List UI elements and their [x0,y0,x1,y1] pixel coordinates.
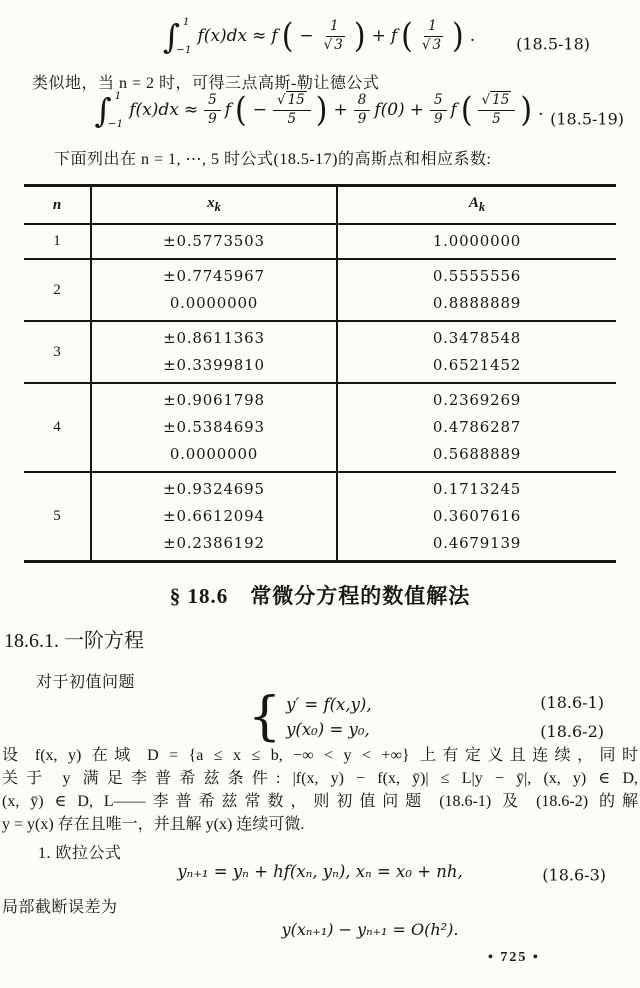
xk-value: ±0.8611363 [163,329,265,347]
ak-value: 0.4679139 [432,534,522,552]
equation-number: (18.6-2) [540,722,604,741]
radicand: 3 [432,36,442,53]
fraction-denominator [320,37,349,55]
integral-symbol: ∫ [162,16,181,56]
fraction-numerator [273,92,311,111]
cell-ak [337,259,616,321]
header-ak-sub: k [478,200,486,214]
ak-value: 0.1713245 [432,480,522,498]
cell-n [24,321,91,383]
table-row [24,472,616,562]
cell-n [24,224,91,259]
table-header-row [24,186,616,225]
integral-symbol: ∫ [94,90,112,130]
system-lines [286,695,371,739]
fraction-numerator: 1 [424,18,441,37]
page-number: • 725 • [488,950,540,965]
sqrt-symbol: √ [481,91,491,108]
integrand: f(x)dx [129,100,179,120]
math-expression [177,862,463,881]
equation-number: (18.5-18) [516,34,590,54]
ak-value: 0.3478548 [432,329,522,347]
xk-value: ±0.7745967 [163,267,265,285]
header-xk-sub: k [214,200,221,214]
equation-number: (18.6-3) [542,865,606,885]
cell-xk [91,224,337,259]
fraction [478,92,516,128]
equation-truncation-error: y(xₙ₊₁) − yₙ₊₁ = O(h²). [281,920,459,939]
integral-limits [107,90,124,130]
fraction-numerator: 1 [326,18,343,37]
left-brace: { [248,687,282,747]
math-expression [95,90,546,130]
equation-gauss-two-point [0,16,640,72]
xk-value: ±0.3399810 [163,356,265,374]
fraction [418,18,447,54]
n-value: 3 [53,343,61,360]
ak-value: 0.6521452 [432,356,522,374]
fraction-numerator: 5 [204,92,221,111]
xk-value: ±0.2386192 [163,534,265,552]
math-expression [163,16,477,56]
header-n [24,186,91,225]
close-paren: ) [353,16,366,56]
subsection-heading: 18.6.1. 一阶方程 [4,630,144,652]
minus-sign: − [299,26,314,46]
xk-value: ±0.5384693 [163,418,265,436]
table-row [24,224,616,259]
xk-value: 0.0000000 [169,294,259,312]
radicand: 15 [287,91,305,108]
system-equation-numbers [540,693,604,741]
period: . [538,100,544,120]
header-xk-label [207,195,221,214]
fraction-denominator: 9 [208,110,217,127]
n-value: 4 [53,419,61,435]
equation-number: (18.5-19) [550,109,624,129]
fraction-numerator [478,92,516,111]
fraction [320,18,349,54]
integral-lower-limit: −1 [176,44,192,56]
cell-xk [91,383,337,472]
close-paren: ) [315,90,328,130]
equation-gauss-three-point [0,90,640,148]
sqrt-symbol: √ [421,36,431,53]
cell-n [24,259,91,321]
fraction [273,92,311,128]
equation-euler [0,862,640,888]
header-xk-base: x [207,195,215,211]
integral-sign [163,16,192,56]
open-paren: ( [401,16,413,56]
integral-lower-limit: −1 [107,118,124,130]
sqrt-symbol: √ [323,36,333,53]
plus-sign: + [409,100,424,120]
header-xk [91,186,337,225]
integrand: f(x)dx [197,26,248,46]
fraction-numerator: 5 [430,92,447,111]
euler-formula-body: yₙ₊₁ = yₙ + hf(xₙ, yₙ), xₙ = x₀ + nh, [177,862,463,881]
integral-limits [176,16,192,56]
paragraph-similarly: 类似地，当 n = 2 时，可得三点高斯-勒让德公式 [32,75,380,92]
integral-upper-limit: 1 [182,16,190,28]
minus-sign: − [252,100,267,120]
ak-value: 0.5555556 [432,267,522,285]
cell-ak [337,472,616,562]
section-heading: § 18.6 常微分方程的数值解法 [169,584,471,608]
cell-xk [91,472,337,562]
xk-value: ±0.5773503 [163,232,265,250]
function-f-zero: f(0) [374,100,405,120]
coefficient-fraction [354,92,371,128]
function-f: f [390,26,398,46]
system-line-1: y′ = f(x,y), [286,695,372,714]
header-ak-base: A [468,195,479,211]
cell-n [24,383,91,472]
open-paren: ( [460,90,473,130]
close-paren: ) [452,16,464,56]
table-row [24,383,616,472]
radicand: 15 [492,91,510,108]
xk-value: ±0.9324695 [163,480,265,498]
fraction-denominator: 9 [433,110,443,127]
n-value: 1 [53,233,61,249]
xk-value: ±0.6612094 [163,507,265,525]
ak-value: 0.5688889 [432,445,522,463]
list-item-euler: 1. 欧拉公式 [38,845,122,862]
function-f: f [271,26,278,46]
ak-value: 0.4786287 [432,418,522,436]
paragraph-line: (x, ȳ) ∈ D, L——李普希兹常数，则初值问题 (18.6-1) 及 (18.6-2) 的解 [2,793,638,810]
system-body [248,687,372,747]
fraction-denominator: 5 [492,110,501,127]
integral-sign [95,90,124,130]
gauss-points-table [24,184,616,563]
function-f: f [224,100,231,120]
close-paren: ) [520,90,533,130]
plus-sign: + [371,26,386,46]
radicand: 3 [334,36,343,53]
ak-value: 1.0000000 [432,232,522,250]
header-ak-label [468,195,486,214]
paragraph-lipschitz [2,744,638,836]
function-f: f [450,100,457,120]
cell-ak [337,321,616,383]
cell-xk [91,321,337,383]
paragraph-table-intro: 下面列出在 n = 1, ⋯, 5 时公式(18.5-17)的高斯点和相应系数: [54,151,492,168]
header-ak [337,186,616,225]
coefficient-fraction [430,92,447,128]
n-value: 2 [53,281,61,298]
ak-value: 0.2369269 [432,391,522,409]
n-value: 5 [53,508,61,524]
ak-value: 0.8888889 [432,294,522,312]
paragraph-truncation-error: 局部截断误差为 [2,899,118,916]
cell-ak [337,383,616,472]
fraction-denominator: 5 [287,110,297,127]
plus-sign: + [333,100,348,120]
approx-symbol: ≈ [183,100,199,120]
fraction-denominator: 9 [357,110,367,127]
sqrt-symbol: √ [276,91,286,108]
paragraph-line: y = y(x) 存在且唯一，并且解 y(x) 连续可微. [2,816,305,833]
ak-value: 0.3607616 [432,507,522,525]
table-row [24,259,616,321]
open-paren: ( [234,90,247,130]
integral-upper-limit: 1 [114,90,122,102]
xk-value: 0.0000000 [169,445,259,463]
header-n-label: n [52,196,62,213]
open-paren: ( [281,16,294,56]
xk-value: ±0.9061798 [163,391,265,409]
paragraph-line: 关于 y 满足李普希兹条件: |f(x, y) − f(x, ȳ)| ≤ L|y − ȳ|, (x, y) ∈ D, [2,770,638,787]
system-line-2: y(x₀) = y₀, [286,720,370,739]
paragraph-ivp-intro: 对于初值问题 [36,674,136,691]
equation-number: (18.6-1) [540,693,604,712]
paragraph-line: 设 f(x, y) 在域 D = {a ≤ x ≤ b, −∞ < y < +∞} 上有定义且连续，同时 [2,747,638,764]
table-row [24,321,616,383]
fraction-denominator [418,37,447,55]
cell-xk [91,259,337,321]
coefficient-fraction [204,92,221,128]
cell-ak [337,224,616,259]
equation-system-ivp [0,687,640,748]
period: . [469,26,476,46]
cell-n [24,472,91,562]
approx-symbol: ≈ [252,26,267,46]
fraction-numerator: 8 [354,92,371,111]
